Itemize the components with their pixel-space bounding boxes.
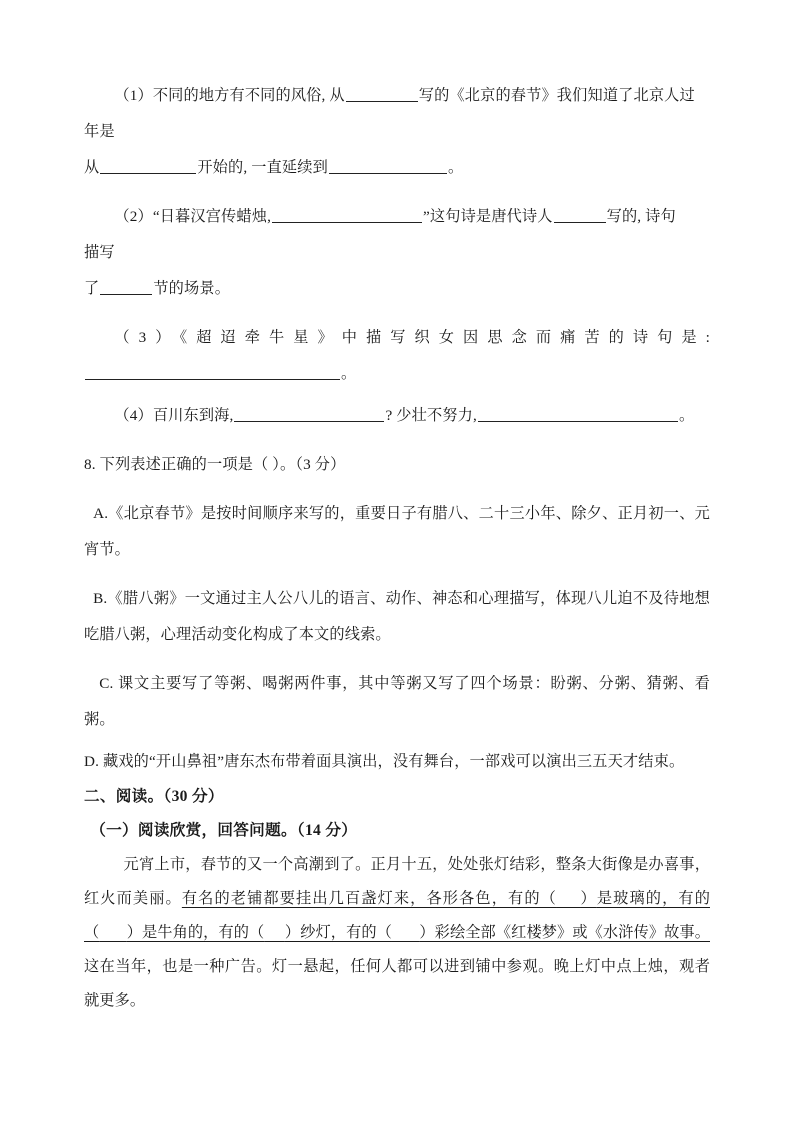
question-8-option-a[interactable]: A.《北京春节》是按时间顺序来写的，重要日子有腊八、二十三小年、除夕、正月初一、元宵节。 <box>84 505 710 558</box>
answer-blank[interactable] <box>272 207 422 223</box>
q7-4-label: （4） <box>114 407 153 424</box>
q7-3-text-before: 《超迢牵牛星》中描写织女因思念而痛苦的诗句是: <box>179 329 710 346</box>
answer-blank[interactable] <box>346 86 418 102</box>
q7-1-text-before: 不同的地方有不同的风俗, 从 <box>152 87 345 104</box>
passage-underlined-part-5: ）彩绘全部《红楼梦》或《水浒传》故事。 <box>419 924 710 941</box>
q7-2-line2-text: 描写 <box>84 244 115 261</box>
section-two-title: 二、阅读。（30 分） <box>84 788 224 805</box>
q7-1-label: （1） <box>114 87 153 104</box>
question-8-option-d[interactable]: D. 藏戏的“开山鼻祖”唐东杰布带着面具演出，没有舞台，一部戏可以演出三五天才结束。 <box>84 753 685 770</box>
question-8-option-c[interactable]: C. 课文主要写了等粥、喝粥两件事，其中等粥又写了四个场景：盼粥、分粥、猜粥、看粥。 <box>84 675 710 728</box>
q7-2-text-mid: ”这句诗是唐代诗人 <box>423 208 553 225</box>
question-7-1-line-3 <box>84 150 710 186</box>
answer-blank[interactable] <box>554 207 606 223</box>
q7-2-line3-a: 了 <box>84 280 100 297</box>
q7-1-line2-text: 年是 <box>84 123 115 140</box>
page-content <box>84 78 710 1018</box>
q7-4-text-a: 百川东到海, <box>152 407 234 424</box>
question-7-2-line-1 <box>84 199 710 235</box>
question-7-1-line-1 <box>84 78 710 114</box>
q7-1-line3-b: 开始的, 一直延续到 <box>197 159 328 176</box>
q7-2-line3-b: 节的场景。 <box>153 280 231 297</box>
answer-blank[interactable] <box>478 406 678 422</box>
question-8-option-b[interactable]: B.《腊八粥》一文通过主人公八儿的语言、动作、神态和心理描写，体现八儿迫不及待地想吃腊八粥，心理活动变化构成了本文的线索。 <box>84 590 710 643</box>
passage-underlined-part-4: ）纱灯，有的（ <box>284 924 392 941</box>
question-7-3 <box>84 320 710 392</box>
passage-underlined-part-1: 有名的老铺都要挂出几百盏灯来，各形各色，有的（ <box>181 890 557 907</box>
passage-underlined-part-2: 是玻璃的，有的（ <box>84 890 710 941</box>
answer-blank[interactable] <box>100 279 152 295</box>
answer-blank[interactable] <box>85 364 340 380</box>
passage-bracket-blank[interactable] <box>264 924 285 941</box>
q7-2-text-after: 写的, 诗句 <box>606 208 676 225</box>
reading-passage <box>84 848 710 1018</box>
passage-bracket-blank[interactable] <box>557 890 581 907</box>
passage-plain-part-1: 元宵上市，春节的又一个高潮到了。正月十五，处处张灯结彩，整条大街像是办喜事，红火而美丽。 <box>84 856 710 907</box>
answer-blank[interactable] <box>329 158 447 174</box>
question-7-4 <box>84 398 710 434</box>
question-7-1-line-2 <box>84 114 710 150</box>
answer-blank[interactable] <box>234 406 384 422</box>
passage-plain-part-2: 这在当年，也是一种广告。灯一悬起，任何人都可以进到铺中参观。晚上灯中点上烛，观者就更多。 <box>84 958 710 1009</box>
q7-4-text-c: 。 <box>678 407 695 424</box>
q7-1-line3-a: 从 <box>84 159 100 176</box>
q7-1-line3-c: 。 <box>447 159 464 176</box>
q7-3-text-after: 。 <box>341 365 357 382</box>
passage-bracket-blank[interactable] <box>99 924 126 941</box>
passage-underlined-part-3: ）是牛角的，有的（ <box>126 924 265 941</box>
q7-2-text-before: “日暮汉宫传蜡烛, <box>152 208 272 225</box>
q7-1-text-after: 写的《北京的春节》我们知道了北京人过 <box>418 87 695 104</box>
question-8-stem: 8. 下列表述正确的一项是（ ）。（3 分） <box>84 456 346 473</box>
passage-paren-close: ） <box>580 890 597 907</box>
section-two-subsection-title: （一）阅读欣赏，回答问题。（14 分） <box>90 822 358 839</box>
passage-bracket-blank[interactable] <box>392 924 419 941</box>
answer-blank[interactable] <box>100 158 196 174</box>
q7-2-label: （2） <box>114 208 153 225</box>
question-7-2-line-3 <box>84 271 710 307</box>
question-7-2-line-2 <box>84 235 710 271</box>
q7-4-text-b: ? 少壮不努力, <box>385 407 477 424</box>
q7-3-label: （3） <box>114 329 180 346</box>
